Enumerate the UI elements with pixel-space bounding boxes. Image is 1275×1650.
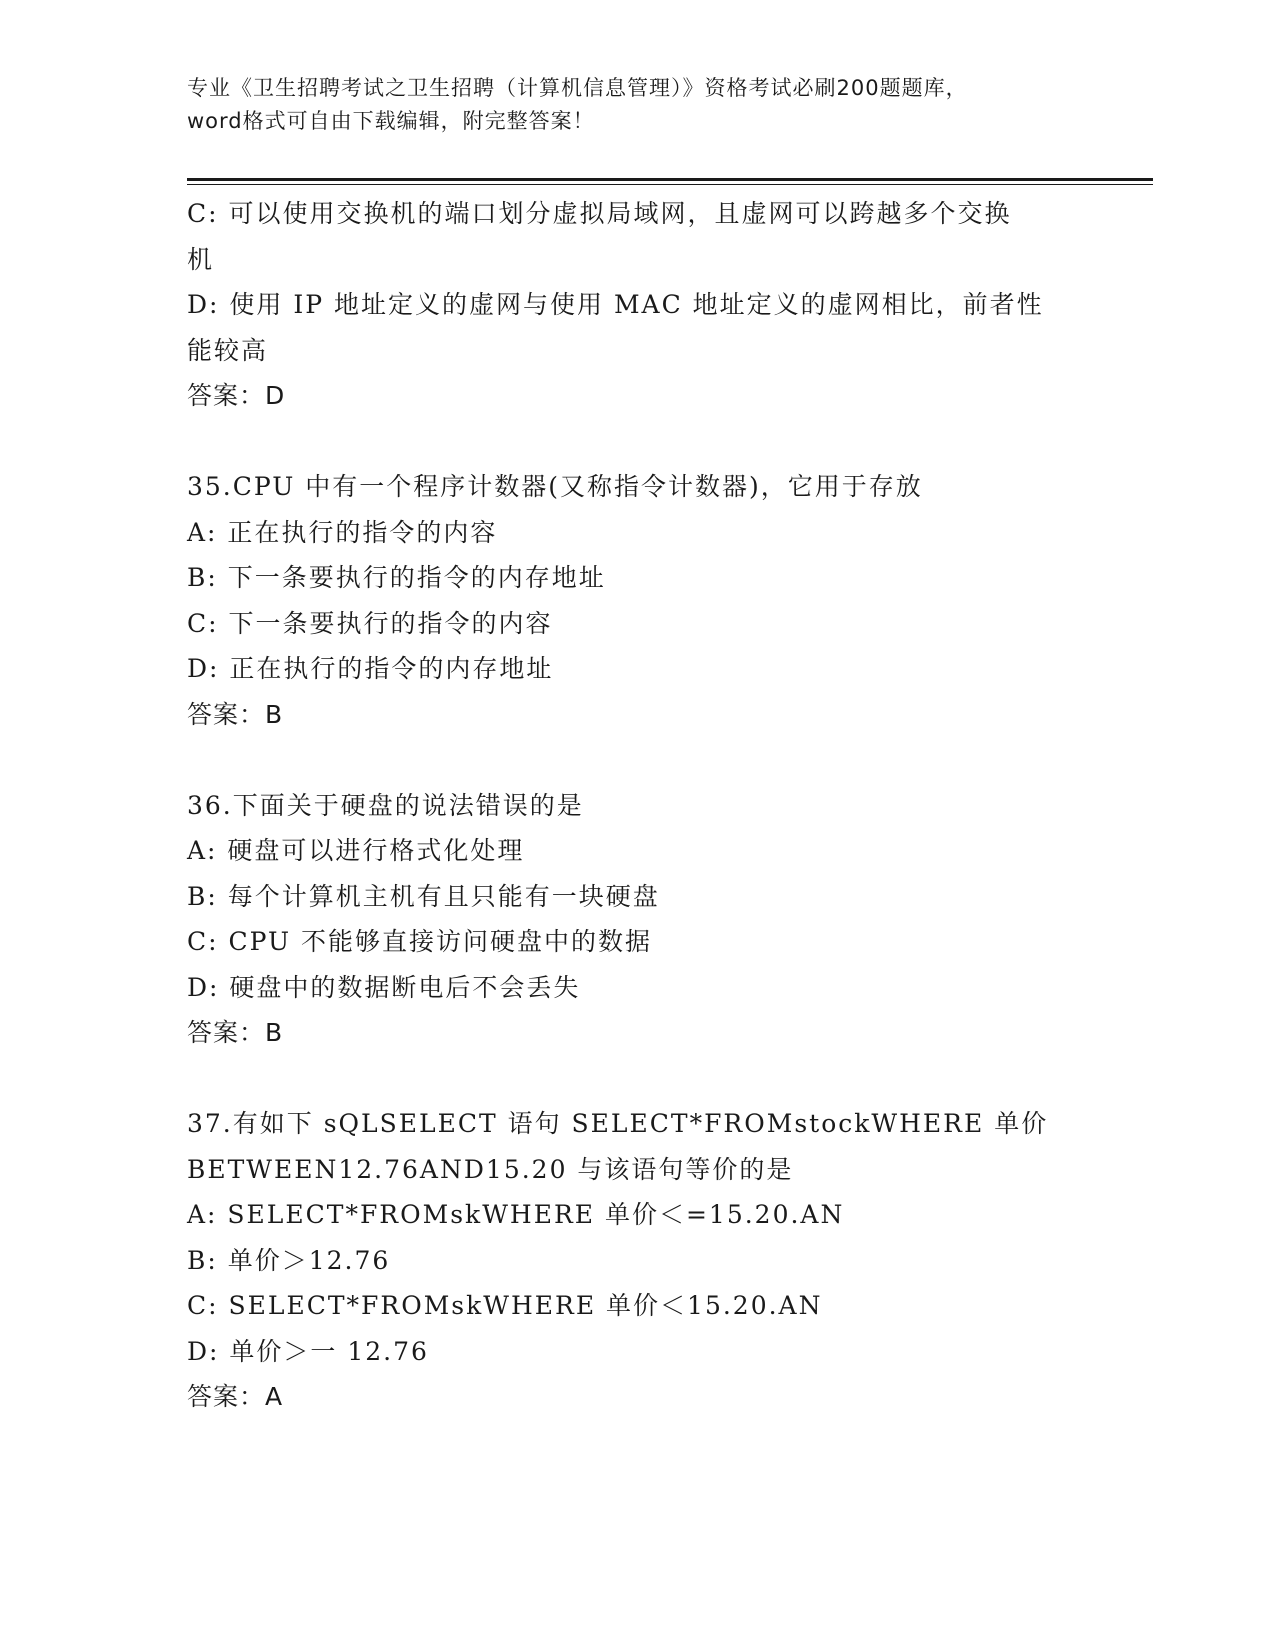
question-stem: 35.CPU 中有一个程序计数器(又称指令计数器)，它用于存放	[187, 472, 923, 501]
spacer	[187, 737, 1087, 783]
spacer	[187, 1056, 1087, 1102]
option-d: D: 硬盘中的数据断电后不会丢失	[187, 972, 581, 1002]
question-stem: 37.有如下 sQLSELECT 语句 SELECT*FROMstockWHERE 单价	[187, 1109, 1049, 1138]
option-a: A: SELECT*FROMskWHERE 单价＜=15.20.AN	[187, 1200, 845, 1229]
option-a: A: 正在执行的指令的内容	[187, 517, 498, 547]
answer-label: 答案：B	[187, 699, 284, 729]
option-d: D: 正在执行的指令的内存地址	[187, 654, 554, 683]
option-c: C: CPU 不能够直接访问硬盘中的数据	[187, 927, 653, 956]
question-stem-continued: BETWEEN12.76AND15.20 与该语句等价的是	[187, 1154, 794, 1184]
header-divider-thick	[187, 178, 1153, 181]
question-34-tail	[187, 191, 1087, 419]
question-stem: 36.下面关于硬盘的说法错误的是	[187, 790, 584, 820]
spacer	[187, 419, 1087, 465]
question-37	[187, 1101, 1087, 1420]
option-b: B: 每个计算机主机有且只能有一块硬盘	[187, 881, 660, 911]
option-c: C: SELECT*FROMskWHERE 单价＜15.20.AN	[187, 1291, 823, 1320]
option-b: B: 单价＞12.76	[187, 1245, 391, 1275]
option-a: A: 硬盘可以进行格式化处理	[187, 836, 525, 865]
question-36	[187, 783, 1087, 1056]
question-content	[187, 191, 1087, 1420]
header-line-2: word格式可自由下载编辑，附完整答案！	[187, 109, 595, 133]
document-header	[187, 72, 1087, 138]
option-c: C: 可以使用交换机的端口划分虚拟局域网，且虚网可以跨越多个交换	[187, 199, 1012, 228]
answer-label: 答案：A	[187, 1382, 284, 1411]
option-d: D: 单价＞一 12.76	[187, 1336, 429, 1366]
header-divider-thin	[187, 184, 1153, 185]
header-line-1: 专业《卫生招聘考试之卫生招聘（计算机信息管理）》资格考试必刷200题题库，	[187, 76, 968, 100]
option-c: C: 下一条要执行的指令的内容	[187, 608, 553, 638]
option-c-continued: 机	[187, 244, 215, 274]
option-b: B: 下一条要执行的指令的内存地址	[187, 563, 606, 592]
option-d: D: 使用 IP 地址定义的虚网与使用 MAC 地址定义的虚网相比，前者性	[187, 290, 1044, 319]
option-d-continued: 能较高	[187, 335, 269, 365]
answer-label: 答案：B	[187, 1018, 284, 1047]
answer-label: 答案：D	[187, 381, 286, 410]
question-35	[187, 464, 1087, 737]
